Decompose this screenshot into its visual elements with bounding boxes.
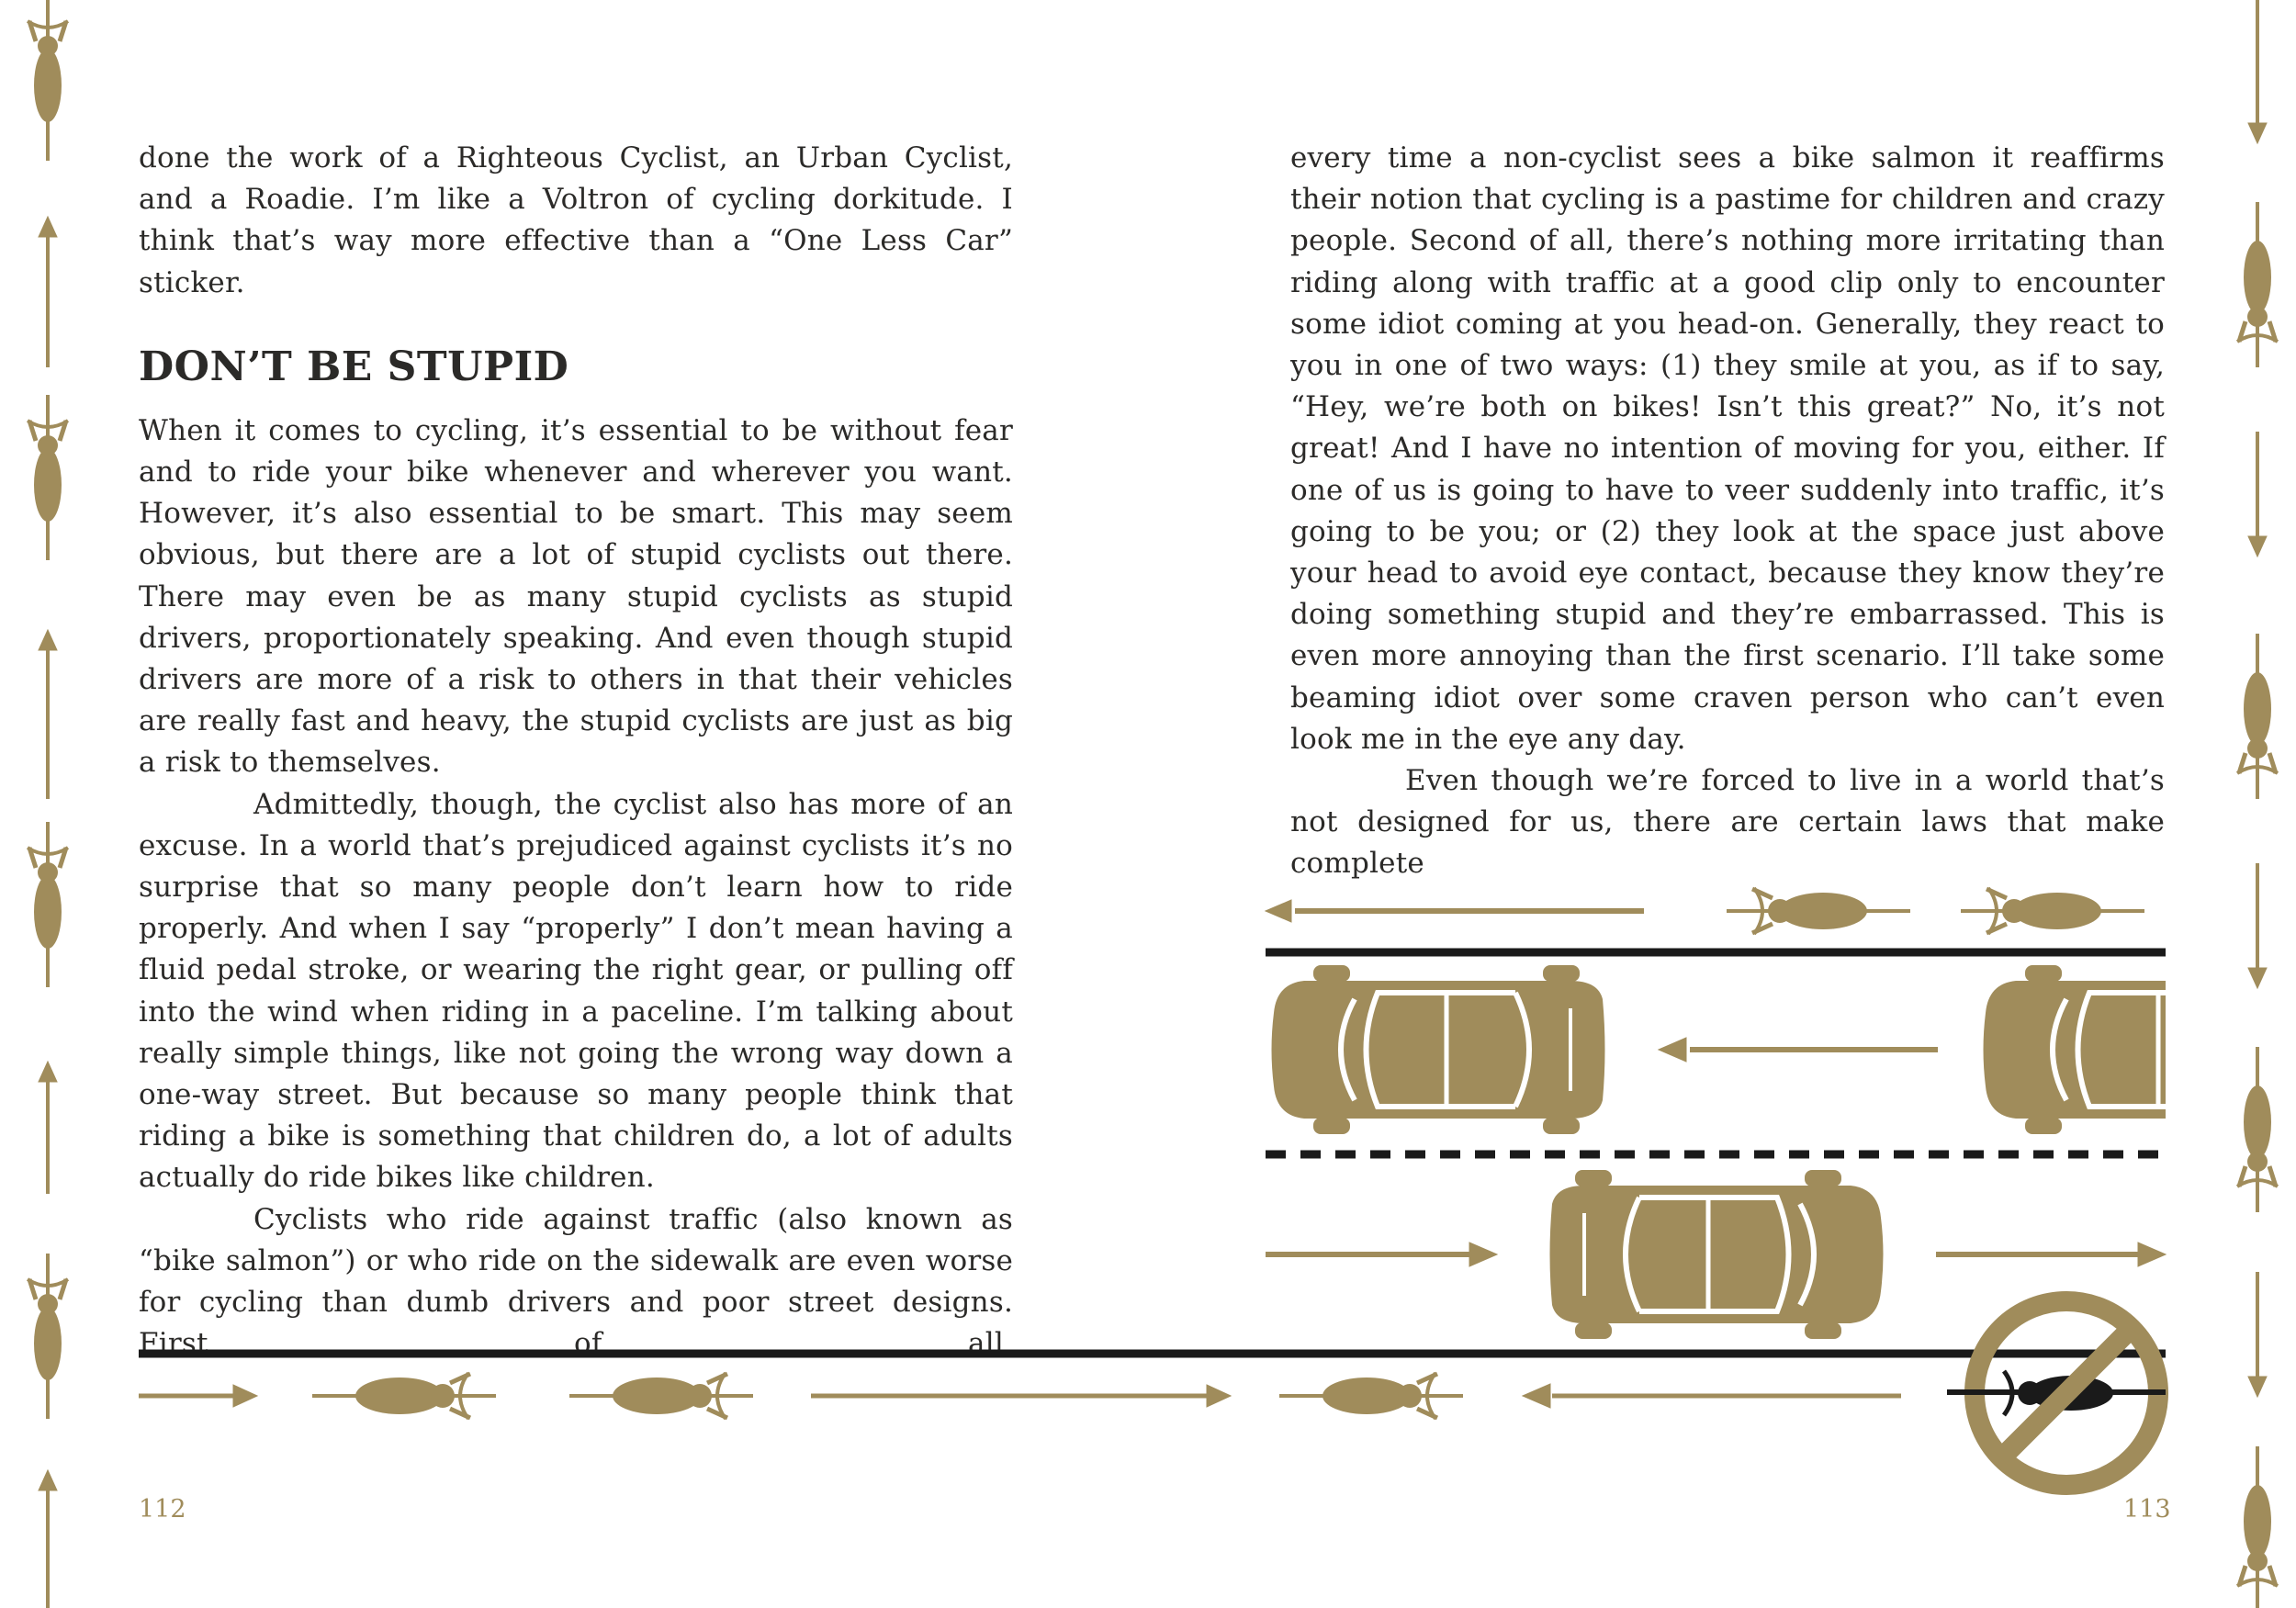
cyclist-icon <box>2237 634 2278 799</box>
arrow-icon <box>233 1385 257 1407</box>
page-number-right: 113 <box>2123 1495 2171 1524</box>
top-bike-lane <box>1266 888 2144 934</box>
cyclist-icon <box>1961 888 2144 934</box>
right-paragraph-2: Even though we’re forced to live in a world that’s not designed for us, there are certain laws that make complete <box>1290 764 2165 881</box>
cyclist-icon <box>28 0 68 161</box>
arrow-icon <box>2248 968 2267 988</box>
page-number-left: 112 <box>139 1495 186 1524</box>
arrow-icon <box>39 1062 57 1082</box>
car-icon <box>1272 965 1605 1134</box>
left-paragraph-1: When it comes to cycling, it’s essential to be without fear and to ride your bike whenever and wherever you want. However, it’s also essential to be smart. This may seem obvious, but there are a lot of stupid cyclists out there. There may even be as many stupid cyclists as stupid drivers, proportionately speaking. And even though stupid drivers are more of a risk to others in that their vehicles are really fast and heavy, the stupid cyclists are just as big a risk to themselves. <box>139 413 1013 780</box>
arrow-icon <box>2248 123 2267 143</box>
cyclist-icon <box>28 395 68 560</box>
arrow-icon <box>2248 536 2267 557</box>
eastbound-lane <box>1266 1170 2166 1339</box>
arrow-icon <box>2248 1377 2267 1397</box>
arrow-icon <box>39 630 57 650</box>
arrow-icon <box>39 217 57 237</box>
cyclist-icon <box>569 1373 753 1419</box>
left-margin-strip <box>28 0 68 1608</box>
arrow-icon <box>1469 1243 1497 1266</box>
cyclist-icon <box>2237 202 2278 367</box>
left-paragraph-3: Cyclists who ride against traffic (also known as “bike salmon”) or who ride on the sidewalk are even worse for cycling than dumb drivers and poor street designs. First of all, <box>139 1202 1013 1361</box>
car-icon <box>1984 965 2296 1134</box>
arrow-icon <box>1523 1384 1550 1408</box>
bottom-bike-lane <box>139 1373 1901 1419</box>
cyclist-icon <box>1727 888 1910 934</box>
arrow-icon <box>2138 1243 2166 1266</box>
cyclist-icon <box>28 822 68 987</box>
car-partial-right <box>1984 965 2296 1134</box>
car-icon <box>1550 1170 1884 1339</box>
cyclist-icon <box>28 1254 68 1419</box>
cyclist-icon <box>2237 1047 2278 1212</box>
right-paragraph-1: every time a non-cyclist sees a bike salmon it reaffirms their notion that cycling is a pastime for children and crazy people. Second of all, there’s nothing more irritating than riding along with traffic at a good clip only to encounter some idiot coming at you head-on. Generally, they react to you in one of two ways: (1) they smile at you, as if to say, “Hey, we’re both on bikes! Isn’t this great?” No, it’s not great! And I have no intention of moving for you, either. If one of us is going to have to veer suddenly into traffic, it’s going to be you; or (2) they look at the space just above your head to avoid eye contact, because they know they’re doing something stupid and they’re embarrassed. This is even more annoying than the first scenario. I’ll take some beaming idiot over some craven person who can’t even look me in the eye any day. <box>1290 141 2165 756</box>
right-page-text <box>1290 138 2165 885</box>
right-margin-strip <box>2237 0 2278 1608</box>
cyclist-icon <box>312 1373 496 1419</box>
section-heading: DON’T BE STUPID <box>139 343 569 390</box>
arrow-icon <box>1659 1038 1686 1062</box>
westbound-lane <box>1272 965 1939 1134</box>
cyclist-icon <box>2237 1446 2278 1608</box>
left-page-text <box>139 138 1013 1365</box>
arrow-icon <box>39 1470 57 1490</box>
arrow-icon <box>1266 900 1291 922</box>
left-paragraph-2: Admittedly, though, the cyclist also has more of an excuse. In a world that’s prejudiced against cyclists it’s no surprise that so many people don’t learn how to ride properly. And when I say “properly” I don’t mean having a fluid pedal stroke, or wearing the right gear, or pulling off into the wind when riding in a paceline. I’m talking about really simple things, like not going the wrong way down a one-way street. But because so many people think that riding a bike is something that children do, a lot of adults actually do ride bikes like children. <box>139 787 1013 1195</box>
cyclist-icon <box>1279 1373 1463 1419</box>
no-bike-salmon-icon <box>1947 1301 2166 1485</box>
left-intro-paragraph: done the work of a Righteous Cyclist, an Urban Cyclist, and a Roadie. I’m like a Voltron of cycling dorkitude. I think that’s way more effective than a “One Less Car” sticker. <box>139 141 1013 299</box>
arrow-icon <box>1207 1385 1231 1407</box>
